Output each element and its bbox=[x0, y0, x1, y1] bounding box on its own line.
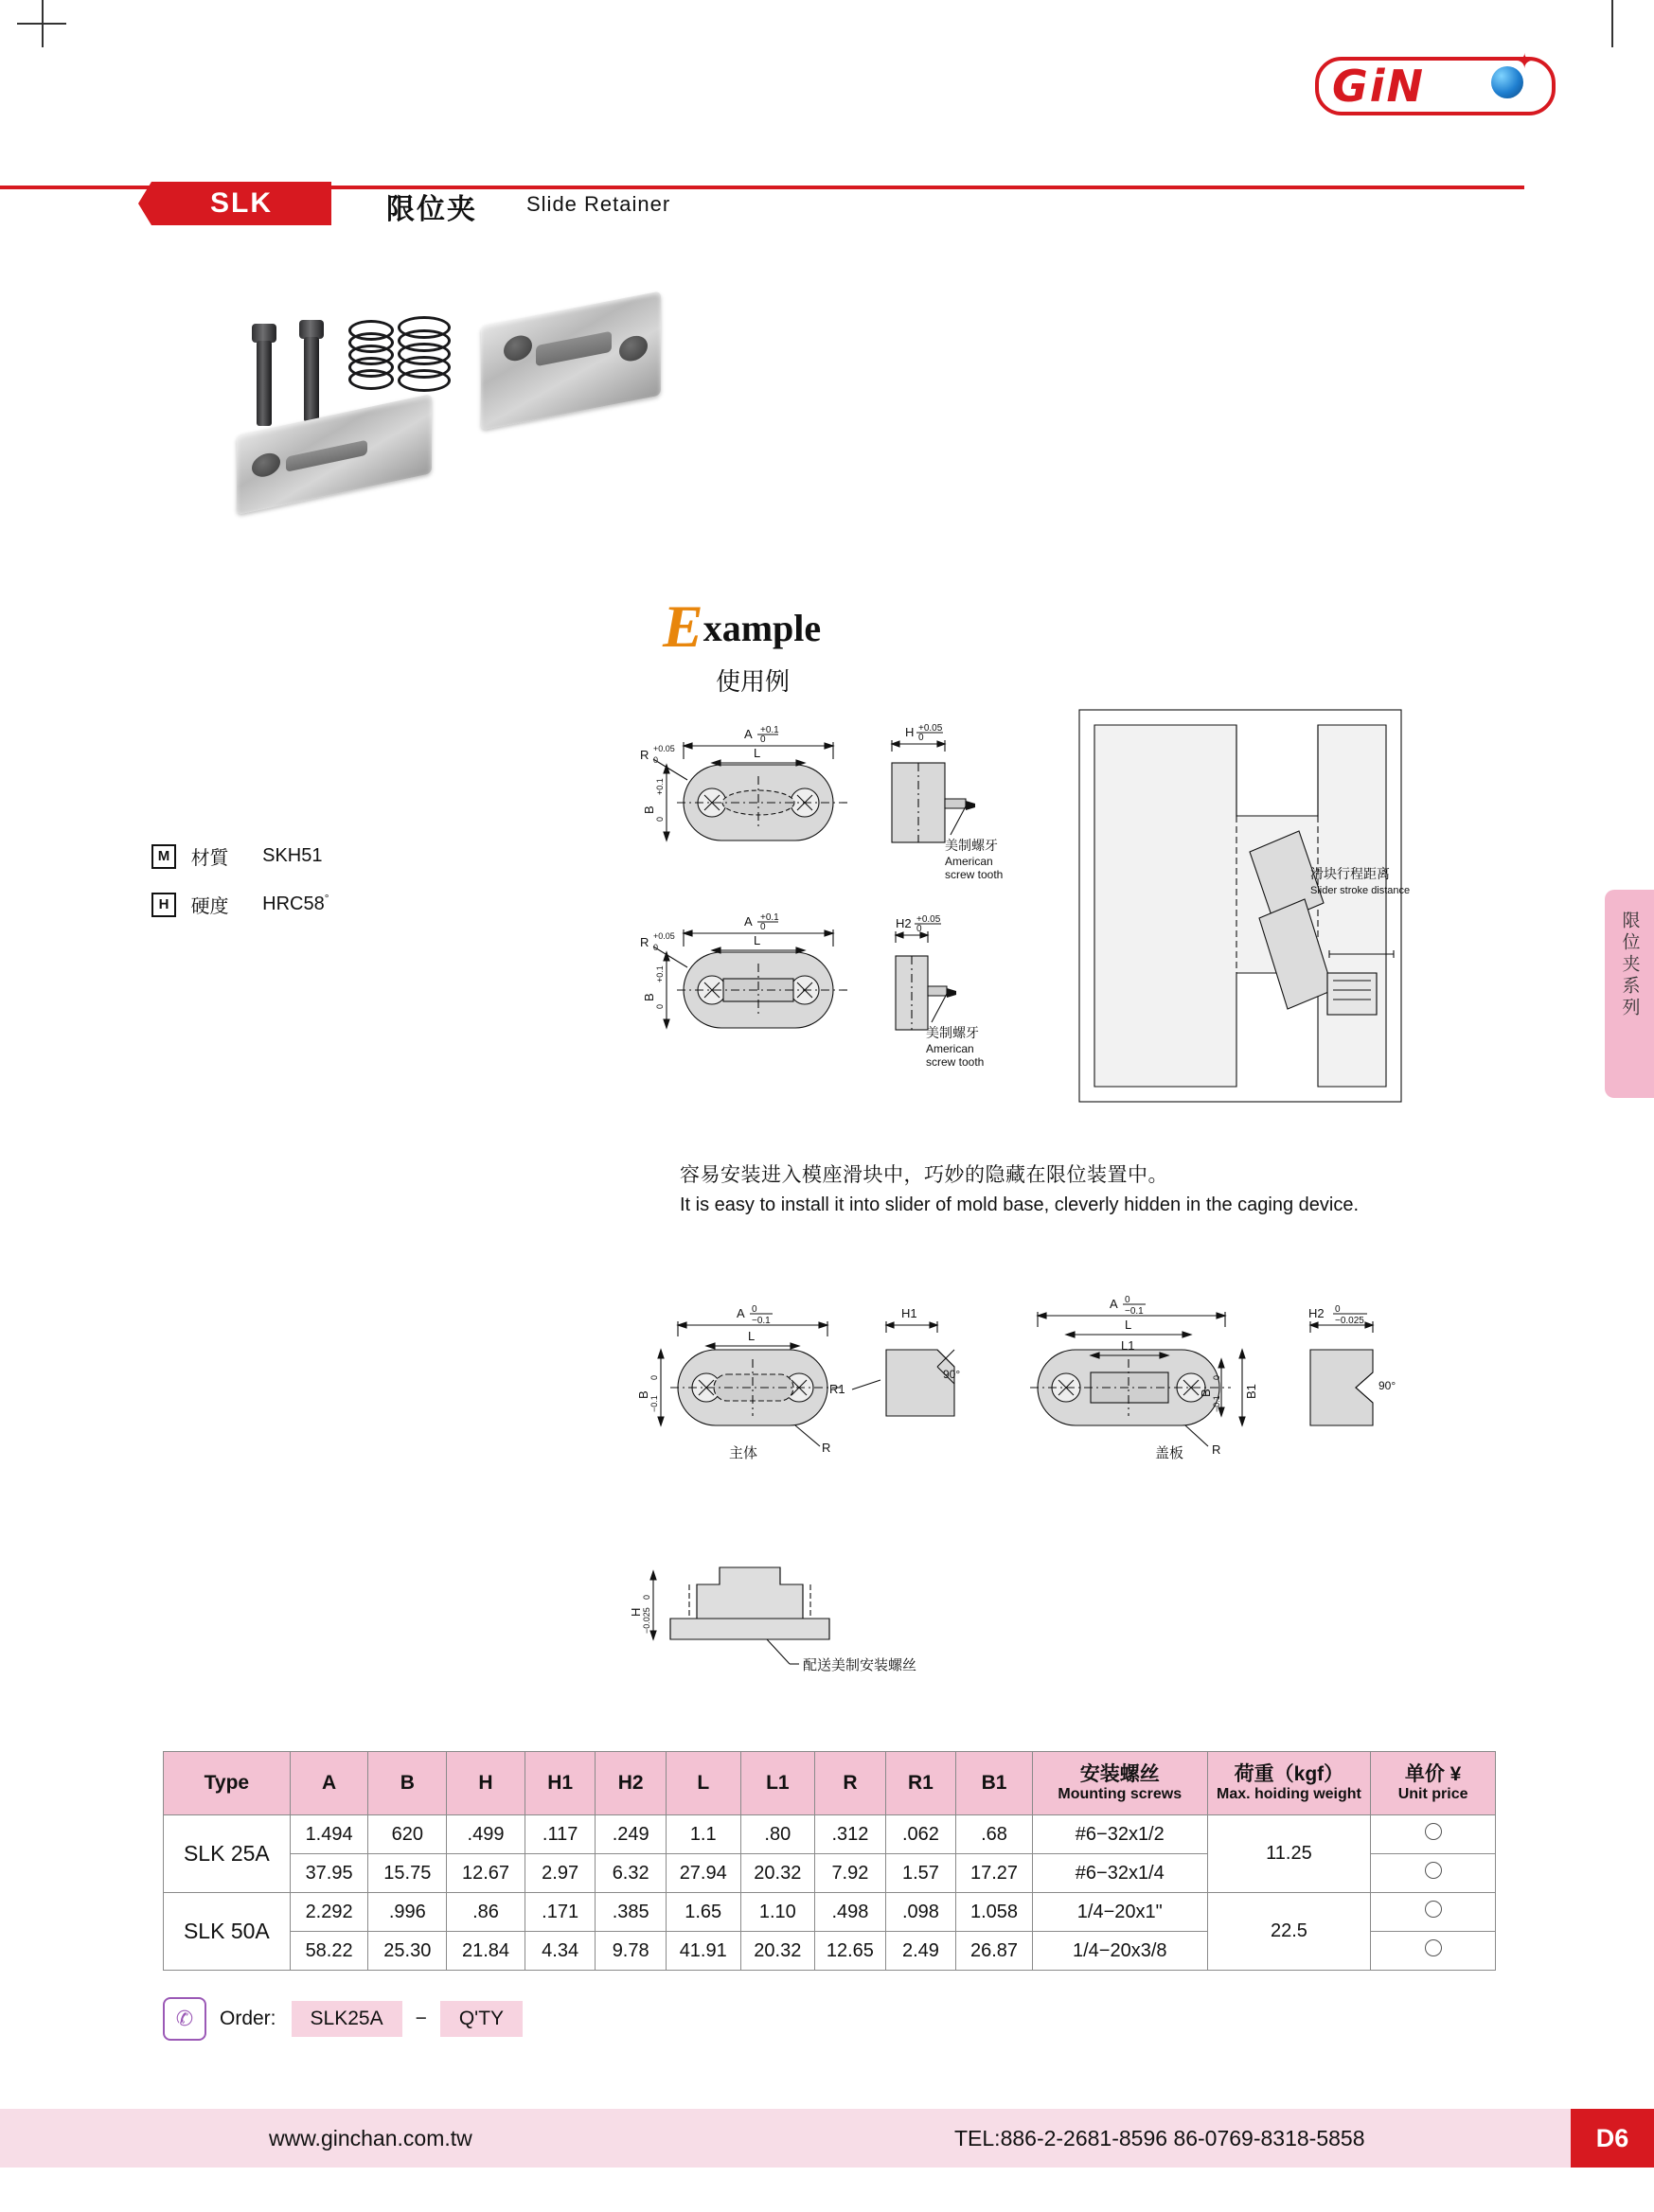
th-l1: L1 bbox=[740, 1752, 815, 1815]
cell-screws1-25a: #6−32x1/2 bbox=[1032, 1815, 1207, 1854]
cell-l1-inch-25a: .80 bbox=[740, 1815, 815, 1854]
cell-b1-inch-25a: .68 bbox=[956, 1815, 1033, 1854]
example-heading-rest: xample bbox=[703, 607, 822, 649]
cell-h1-mm-50a: 4.34 bbox=[525, 1932, 596, 1971]
product-code-label: SLK bbox=[210, 187, 273, 219]
hardness-label: 硬度 bbox=[190, 896, 229, 917]
cell-screws2-50a: 1/4−20x3/8 bbox=[1032, 1932, 1207, 1971]
th-mounting-screws bbox=[1032, 1752, 1207, 1815]
svg-text:+0.1: +0.1 bbox=[655, 965, 665, 982]
svg-text:R: R bbox=[640, 748, 649, 762]
svg-text:美制螺牙: 美制螺牙 bbox=[926, 1025, 979, 1040]
hardness-unit: ° bbox=[324, 892, 329, 906]
th-h: H bbox=[447, 1752, 525, 1815]
cell-l-mm-50a: 41.91 bbox=[666, 1932, 740, 1971]
material-info bbox=[151, 842, 329, 939]
order-label: Order: bbox=[220, 2008, 276, 2029]
svg-text:R1: R1 bbox=[829, 1382, 845, 1396]
series-side-tab bbox=[1605, 890, 1654, 1098]
svg-text:B1: B1 bbox=[1244, 1384, 1258, 1399]
order-phone-icon: ✆ bbox=[163, 1997, 206, 2041]
svg-text:0: 0 bbox=[760, 922, 766, 932]
cell-b1-mm-25a: 17.27 bbox=[956, 1854, 1033, 1893]
example-heading-first-letter: E bbox=[663, 593, 703, 660]
page-footer bbox=[0, 2109, 1654, 2168]
th-h2: H2 bbox=[596, 1752, 667, 1815]
brand-logo bbox=[1315, 47, 1561, 115]
cell-price-25a-inch[interactable] bbox=[1371, 1815, 1496, 1854]
svg-text:+0.05: +0.05 bbox=[653, 931, 675, 941]
th-b1: B1 bbox=[956, 1752, 1033, 1815]
screw-head-2 bbox=[299, 320, 324, 339]
svg-text:L: L bbox=[754, 746, 761, 760]
cell-l-inch-50a: 1.65 bbox=[666, 1893, 740, 1932]
material-label: 材質 bbox=[190, 848, 229, 869]
svg-text:screw tooth: screw tooth bbox=[945, 868, 1004, 881]
cell-r-mm-25a: 7.92 bbox=[815, 1854, 886, 1893]
product-code-tag bbox=[151, 182, 331, 225]
row-type-slk25a: SLK 25A bbox=[164, 1815, 291, 1893]
screw-head-1 bbox=[252, 324, 276, 343]
th-r: R bbox=[815, 1752, 886, 1815]
price-circle-icon bbox=[1425, 1823, 1442, 1840]
svg-text:H: H bbox=[905, 725, 915, 739]
material-value: SKH51 bbox=[262, 845, 323, 866]
price-circle-icon bbox=[1425, 1939, 1442, 1956]
cell-h1-inch-50a: .171 bbox=[525, 1893, 596, 1932]
cell-b1-inch-50a: 1.058 bbox=[956, 1893, 1033, 1932]
cell-r-mm-50a: 12.65 bbox=[815, 1932, 886, 1971]
svg-text:H: H bbox=[629, 1607, 643, 1617]
svg-text:L: L bbox=[754, 933, 761, 947]
svg-text:−0.1: −0.1 bbox=[649, 1395, 659, 1412]
cell-b-inch-50a: .996 bbox=[368, 1893, 447, 1932]
cell-l-inch-25a: 1.1 bbox=[666, 1815, 740, 1854]
cell-r1-inch-50a: .098 bbox=[885, 1893, 956, 1932]
logo-star-icon: ✦ bbox=[1516, 49, 1534, 73]
cell-price-50a-inch[interactable] bbox=[1371, 1893, 1496, 1932]
cell-r1-inch-25a: .062 bbox=[885, 1815, 956, 1854]
svg-text:A: A bbox=[1110, 1297, 1118, 1311]
svg-text:+0.05: +0.05 bbox=[918, 723, 943, 734]
svg-text:L1: L1 bbox=[1121, 1338, 1135, 1353]
svg-text:−0.1: −0.1 bbox=[752, 1316, 771, 1326]
example-heading-cn: 使用例 bbox=[716, 667, 791, 696]
svg-text:90°: 90° bbox=[943, 1368, 961, 1381]
svg-text:配送美制安装螺丝: 配送美制安装螺丝 bbox=[803, 1657, 917, 1673]
crop-mark-top-right-vertical bbox=[1611, 0, 1613, 47]
th-mounting-screws-en: Mounting screws bbox=[1058, 1785, 1183, 1802]
order-qty-field[interactable]: Q'TY bbox=[440, 2001, 523, 2037]
svg-text:0: 0 bbox=[655, 816, 665, 822]
footer-page-number: D6 bbox=[1571, 2109, 1654, 2168]
svg-text:American: American bbox=[926, 1042, 974, 1055]
cell-l1-inch-50a: 1.10 bbox=[740, 1893, 815, 1932]
svg-text:美制螺牙: 美制螺牙 bbox=[945, 838, 998, 853]
svg-text:0: 0 bbox=[760, 734, 766, 745]
table-row bbox=[164, 1815, 1496, 1854]
cell-price-25a-mm[interactable] bbox=[1371, 1854, 1496, 1893]
spec-table bbox=[163, 1751, 1496, 1971]
cell-b-mm-50a: 25.30 bbox=[368, 1932, 447, 1971]
page-title-cn: 限位夹 bbox=[386, 194, 477, 225]
cell-l1-mm-50a: 20.32 bbox=[740, 1932, 815, 1971]
th-weight-cn: 荷重（kgf） bbox=[1234, 1762, 1344, 1785]
svg-text:0: 0 bbox=[1125, 1295, 1130, 1305]
svg-text:0: 0 bbox=[655, 1003, 665, 1009]
svg-text:0: 0 bbox=[1212, 1374, 1221, 1380]
cell-h1-mm-25a: 2.97 bbox=[525, 1854, 596, 1893]
svg-text:0: 0 bbox=[642, 1594, 651, 1600]
hardness-mark: H bbox=[151, 893, 176, 917]
order-dash: − bbox=[415, 2008, 427, 2029]
th-price-en: Unit price bbox=[1397, 1785, 1468, 1802]
cell-b-inch-25a: 620 bbox=[368, 1815, 447, 1854]
th-type: Type bbox=[164, 1752, 291, 1815]
cell-r-inch-50a: .498 bbox=[815, 1893, 886, 1932]
cell-h-mm-25a: 12.67 bbox=[447, 1854, 525, 1893]
footer-website[interactable]: www.ginchan.com.tw bbox=[269, 2126, 472, 2150]
svg-text:0: 0 bbox=[653, 755, 659, 765]
cell-h2-mm-25a: 6.32 bbox=[596, 1854, 667, 1893]
crop-mark-top-left-vertical bbox=[42, 0, 44, 47]
retainer-cover-block bbox=[481, 292, 661, 431]
hardness-row bbox=[151, 891, 329, 918]
svg-text:+0.05: +0.05 bbox=[653, 744, 675, 753]
product-photo bbox=[237, 303, 767, 587]
th-a: A bbox=[290, 1752, 368, 1815]
price-circle-icon bbox=[1425, 1901, 1442, 1918]
svg-text:−0.025: −0.025 bbox=[642, 1607, 651, 1634]
svg-text:Slider stroke distance: Slider stroke distance bbox=[1310, 885, 1411, 896]
svg-text:B: B bbox=[642, 993, 656, 1001]
th-price-cn: 单价 ¥ bbox=[1404, 1762, 1462, 1785]
th-h1: H1 bbox=[525, 1752, 596, 1815]
th-weight-en: Max. hoiding weight bbox=[1216, 1785, 1361, 1802]
svg-text:+0.1: +0.1 bbox=[760, 912, 779, 923]
svg-text:0: 0 bbox=[752, 1304, 757, 1315]
cell-a-inch-50a: 2.292 bbox=[290, 1893, 368, 1932]
detail-drawings bbox=[625, 1268, 1515, 1713]
screw-shank-2 bbox=[304, 337, 319, 422]
svg-text:B: B bbox=[636, 1390, 650, 1399]
cell-r-inch-25a: .312 bbox=[815, 1815, 886, 1854]
svg-text:0: 0 bbox=[916, 924, 922, 934]
hardness-value: HRC58 bbox=[262, 894, 325, 914]
spring-2 bbox=[398, 316, 451, 388]
page-title-en: Slide Retainer bbox=[526, 192, 671, 216]
svg-text:−0.1: −0.1 bbox=[1212, 1395, 1221, 1412]
svg-text:American: American bbox=[945, 855, 993, 868]
cell-h-inch-50a: .86 bbox=[447, 1893, 525, 1932]
svg-text:A: A bbox=[744, 914, 753, 929]
table-row bbox=[164, 1893, 1496, 1932]
material-row bbox=[151, 842, 329, 870]
cell-weight-50a: 22.5 bbox=[1207, 1893, 1371, 1971]
cell-r1-mm-25a: 1.57 bbox=[885, 1854, 956, 1893]
svg-text:主体: 主体 bbox=[729, 1445, 758, 1461]
svg-text:screw tooth: screw tooth bbox=[926, 1055, 985, 1069]
cell-l1-mm-25a: 20.32 bbox=[740, 1854, 815, 1893]
cell-weight-25a: 11.25 bbox=[1207, 1815, 1371, 1893]
svg-text:+0.1: +0.1 bbox=[655, 778, 665, 795]
svg-text:L: L bbox=[748, 1329, 756, 1343]
svg-text:0: 0 bbox=[653, 943, 659, 952]
svg-text:B: B bbox=[642, 805, 656, 814]
svg-text:R: R bbox=[1212, 1442, 1221, 1457]
th-price bbox=[1371, 1752, 1496, 1815]
svg-text:0: 0 bbox=[918, 733, 924, 743]
svg-text:L: L bbox=[1125, 1318, 1132, 1332]
cell-h-inch-25a: .499 bbox=[447, 1815, 525, 1854]
example-heading bbox=[663, 593, 822, 698]
svg-text:+0.05: +0.05 bbox=[916, 914, 941, 925]
svg-text:−0.025: −0.025 bbox=[1335, 1316, 1364, 1326]
th-mounting-screws-cn: 安装螺丝 bbox=[1079, 1762, 1160, 1785]
cell-h2-inch-25a: .249 bbox=[596, 1815, 667, 1854]
footer-telephone: TEL:886-2-2681-8596 86-0769-8318-5858 bbox=[954, 2126, 1365, 2150]
cell-a-inch-25a: 1.494 bbox=[290, 1815, 368, 1854]
svg-text:A: A bbox=[737, 1306, 745, 1320]
th-r1: R1 bbox=[885, 1752, 956, 1815]
svg-text:H2: H2 bbox=[896, 916, 912, 930]
svg-text:A: A bbox=[744, 727, 753, 741]
table-header-row bbox=[164, 1752, 1496, 1815]
cell-r1-mm-50a: 2.49 bbox=[885, 1932, 956, 1971]
material-mark: M bbox=[151, 844, 176, 869]
example-caption-cn: 容易安装进入模座滑块中，巧妙的隐藏在限位装置中。 bbox=[680, 1164, 1168, 1186]
example-drawings bbox=[625, 700, 1515, 1117]
order-model-field[interactable]: SLK25A bbox=[292, 2001, 402, 2037]
cell-price-50a-mm[interactable] bbox=[1371, 1932, 1496, 1971]
cell-b-mm-25a: 15.75 bbox=[368, 1854, 447, 1893]
order-line bbox=[163, 1997, 523, 2041]
cell-h1-inch-25a: .117 bbox=[525, 1815, 596, 1854]
cell-h2-inch-50a: .385 bbox=[596, 1893, 667, 1932]
cell-screws2-25a: #6−32x1/4 bbox=[1032, 1854, 1207, 1893]
price-circle-icon bbox=[1425, 1862, 1442, 1879]
svg-text:H1: H1 bbox=[901, 1306, 917, 1320]
cell-a-mm-25a: 37.95 bbox=[290, 1854, 368, 1893]
series-side-tab-label: 限位夹系列 bbox=[1619, 911, 1640, 1019]
th-b: B bbox=[368, 1752, 447, 1815]
th-weight bbox=[1207, 1752, 1371, 1815]
row-type-slk50a: SLK 50A bbox=[164, 1893, 291, 1971]
svg-text:0: 0 bbox=[649, 1374, 659, 1380]
example-caption-en: It is easy to install it into slider of mold base, cleverly hidden in the caging device. bbox=[680, 1194, 1360, 1215]
cell-a-mm-50a: 58.22 bbox=[290, 1932, 368, 1971]
svg-text:0: 0 bbox=[1335, 1304, 1341, 1315]
svg-text:B: B bbox=[1199, 1389, 1213, 1397]
cell-h-mm-50a: 21.84 bbox=[447, 1932, 525, 1971]
svg-text:+0.1: +0.1 bbox=[760, 725, 779, 735]
cell-screws1-50a: 1/4−20x1" bbox=[1032, 1893, 1207, 1932]
svg-text:盖板: 盖板 bbox=[1155, 1445, 1184, 1461]
svg-text:R: R bbox=[640, 935, 649, 949]
cell-b1-mm-50a: 26.87 bbox=[956, 1932, 1033, 1971]
spring-1 bbox=[348, 320, 394, 386]
svg-text:−0.1: −0.1 bbox=[1125, 1306, 1144, 1317]
svg-text:90°: 90° bbox=[1378, 1379, 1396, 1392]
svg-text:滑块行程距离: 滑块行程距离 bbox=[1310, 866, 1390, 881]
th-l: L bbox=[666, 1752, 740, 1815]
svg-text:R: R bbox=[822, 1441, 831, 1455]
screw-shank-1 bbox=[257, 341, 272, 426]
cell-h2-mm-50a: 9.78 bbox=[596, 1932, 667, 1971]
svg-text:H2: H2 bbox=[1308, 1306, 1325, 1320]
logo-text: GiN bbox=[1332, 61, 1426, 112]
cell-l-mm-25a: 27.94 bbox=[666, 1854, 740, 1893]
